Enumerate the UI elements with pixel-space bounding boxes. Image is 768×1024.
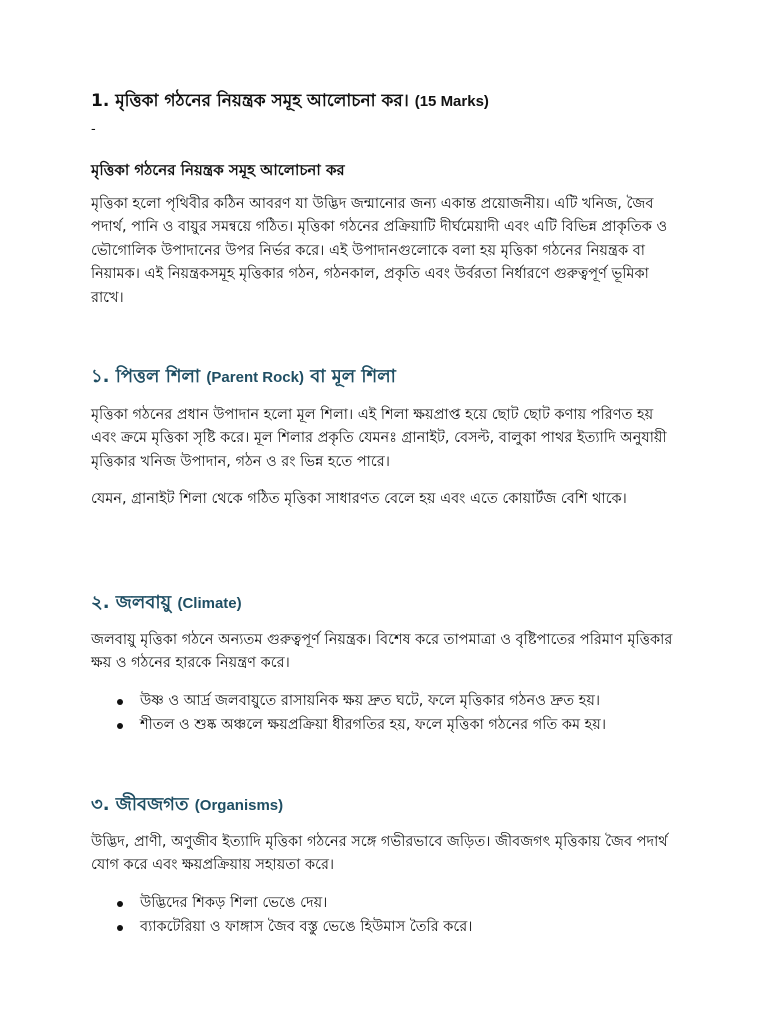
question-title-text: 1. মৃত্তিকা গঠনের নিয়ন্ত্রক সমূহ আলোচনা কর। xyxy=(91,91,409,111)
list-item-text: উষ্ণ ও আর্দ্র জলবায়ুতে রাসায়নিক ক্ষয় দ্রুত ঘটে, ফলে মৃত্তিকার গঠনও দ্রুত হয়। xyxy=(140,693,601,709)
section-heading-suffix: বা মূল শিলা xyxy=(310,366,396,387)
list-item-text: শীতল ও শুষ্ক অঞ্চলে ক্ষয়প্রক্রিয়া ধীরগতির হয়, ফলে মৃত্তিকা গঠনের গতি কম হয়। xyxy=(140,716,607,733)
bullet-icon xyxy=(117,699,123,705)
section-paragraph: জলবায়ু মৃত্তিকা গঠনে অন্যতম গুরুত্বপূর্ণ নিয়ন্ত্রক। বিশেষ করে তাপমাত্রা ও বৃষ্টিপাতের পরিমাণ মৃত্তিকার ক্ষয় ও গঠনের হারকে নিয়ন্ত্রণ করে। xyxy=(91,632,673,672)
section-paragraph: মৃত্তিকা গঠনের প্রধান উপাদান হলো মূল শিলা। এই শিলা ক্ষয়প্রাপ্ত হয়ে ছোট ছোট কণায় পরিণত হয় এবং ক্রমে মৃত্তিকা সৃষ্টি করে। মূল শিলার প্রকৃতি যেমনঃ গ্রানাইট, বেসল্ট, বালুকা পাথর ইত্যাদি অনুযায়ী মৃত্তিকার খনিজ উপাদান, গঠন ও রং ভিন্ন হতে পারে। xyxy=(91,407,667,470)
section-paragraph: যেমন, গ্রানাইট শিলা থেকে গঠিত মৃত্তিকা সাধারণত বেলে হয় এবং এতে কোয়ার্টজ বেশি থাকে। xyxy=(91,491,627,507)
bullet-list xyxy=(91,892,691,939)
intro-paragraph: মৃত্তিকা হলো পৃথিবীর কঠিন আবরণ যা উদ্ভিদ জন্মানোর জন্য একান্ত প্রয়োজনীয়। এটি খনিজ, জৈব পদার্থ, পানি ও বায়ুর সমন্বয়ে গঠিত। মৃত্তিকা গঠনের প্রক্রিয়াটি দীর্ঘমেয়াদী এবং এটি বিভিন্ন প্রাকৃতিক ও ভৌগোলিক উপাদানের উপর নির্ভর করে। এই উপাদানগুলোকে বলা হয় মৃত্তিকা গঠনের নিয়ন্ত্রক বা নিয়ামক। এই নিয়ন্ত্রকসমূহ মৃত্তিকার গঠন, গঠনকাল, প্রকৃতি এবং উর্বরতা নির্ধারণে গুরুত্বপূর্ণ ভূমিকা রাখে। xyxy=(91,196,668,306)
list-item-text: উদ্ভিদের শিকড় শিলা ভেঙে দেয়। xyxy=(140,895,328,911)
question-marks: (15 Marks) xyxy=(414,93,489,110)
list-item-text: ব্যাকটেরিয়া ও ফাঙ্গাস জৈব বস্তু ভেঙে হিউমাস তৈরি করে। xyxy=(140,918,473,935)
list-item xyxy=(91,714,691,738)
bullet-list xyxy=(91,690,691,737)
section-heading-climate xyxy=(91,588,242,619)
subheading: মৃত্তিকা গঠনের নিয়ন্ত্রক সমূহ আলোচনা কর xyxy=(91,161,345,179)
section-heading-en: (Parent Rock) xyxy=(206,369,304,386)
section-paragraph: উদ্ভিদ, প্রাণী, অণুজীব ইত্যাদি মৃত্তিকা গঠনের সঙ্গে গভীরভাবে জড়িত। জীবজগৎ মৃত্তিকায় জৈব পদার্থ যোগ করে এবং ক্ষয়প্রক্রিয়ায় সহায়তা করে। xyxy=(91,834,668,874)
section-heading-bn: ২. জলবায়ু xyxy=(91,592,172,613)
section-heading-parent-rock xyxy=(91,362,396,393)
list-item xyxy=(91,690,691,714)
list-item xyxy=(91,892,691,916)
section-heading-en: (Organisms) xyxy=(194,797,284,814)
bullet-icon xyxy=(117,723,123,729)
separator-dash: - xyxy=(91,122,96,137)
section-heading-bn: ১. পিত্তল শিলা xyxy=(91,366,201,387)
section-heading-en: (Climate) xyxy=(177,595,242,612)
bullet-icon xyxy=(117,925,123,931)
list-item xyxy=(91,916,691,940)
section-heading-bn: ৩. জীবজগত xyxy=(91,794,189,815)
question-title xyxy=(91,88,489,116)
section-heading-organisms xyxy=(91,790,283,821)
bullet-icon xyxy=(117,901,123,907)
